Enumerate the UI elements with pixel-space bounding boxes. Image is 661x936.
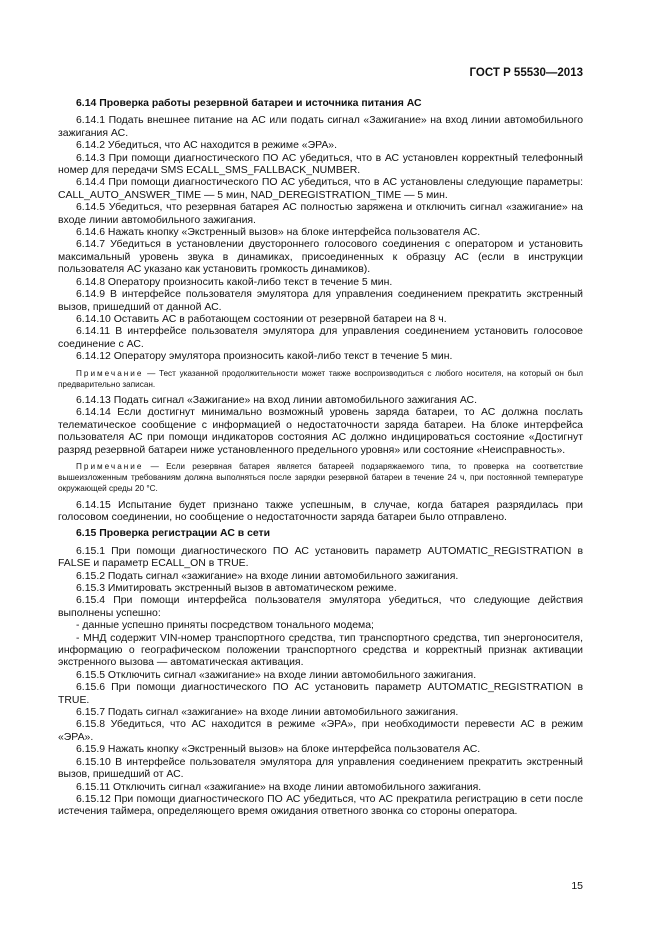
- paragraph-6-14-11: 6.14.11 В интерфейсе пользователя эмулятора для управления соединением установить голосовое соединение с АС.: [58, 326, 583, 350]
- paragraph-6-15-12: 6.15.12 При помощи диагностического ПО АС убедиться, что АС прекратила регистрацию в сети после истечения таймера, определяющего время ожидания ответного звонка со стороны оператора.: [58, 793, 583, 818]
- paragraph-6-15-11: 6.15.11 Отключить сигнал «зажигание» на входе линии автомобильного зажигания.: [76, 781, 482, 793]
- note-2-label: Примечание: [76, 461, 144, 471]
- paragraph-6-15-9: 6.15.9 Нажать кнопку «Экстренный вызов» на блоке интерфейса пользователя АС.: [76, 744, 481, 756]
- paragraph-6-14-7: 6.14.7 Убедиться в установлении двустороннего голосового соединения с оператором и установить максимальный уровень звука в динамиках, присоединенных к образцу АС (если в инструкции пользователя АС указано как установить громкость динамиков).: [58, 239, 583, 276]
- note-2-text: — Если резервная батарея является батареей подзаряжаемого типа, то проверка на соответствие вышеизложенным требованиям должна выполняться после зарядки резервной батареи в течение 24 ч, при постоянной температуре окружающей среды 20 °С.: [58, 461, 583, 494]
- section-6-14-heading: 6.14 Проверка работы резервной батареи и источника питания АС: [76, 98, 422, 109]
- paragraph-6-14-5: 6.14.5 Убедиться, что резервная батарея АС полностью заряжена и отключить сигнал «зажигание» на входе линии автомобильного зажигания.: [58, 202, 583, 226]
- page-number: 15: [571, 880, 583, 892]
- list-item-6-15-4-2: - МНД содержит VIN-номер транспортного средства, тип транспортного средства, тип энергоносителя, информацию о географическом положении транспортного средства и корректный признак активации экстренного вызова — автоматическая активация.: [58, 632, 583, 669]
- paragraph-6-14-8: 6.14.8 Оператору произносить какой-либо текст в течение 5 мин.: [76, 276, 393, 288]
- paragraph-6-14-2: 6.14.2 Убедиться, что АС находится в режиме «ЭРА».: [76, 140, 338, 152]
- paragraph-6-15-5: 6.15.5 Отключить сигнал «зажигание» на входе линии автомобильного зажигания.: [76, 669, 477, 681]
- paragraph-6-14-9: 6.14.9 В интерфейсе пользователя эмулятора для управления соединением прекратить экстренный вызов, пришедший от данной АС.: [58, 289, 583, 313]
- paragraph-6-14-3: 6.14.3 При помощи диагностического ПО АС убедиться, что в АС установлен корректный телефонный номер для передачи SMS ECALL_SMS_FALLBACK_NUMBER.: [58, 152, 583, 177]
- note-1-text: — Тест указанной продолжительности может также воспроизводиться с любого носителя, на который он был предварительно записан.: [58, 368, 583, 389]
- paragraph-6-15-3: 6.15.3 Имитировать экстренный вызов в автоматическом режиме.: [76, 583, 397, 595]
- note-1: [58, 368, 583, 390]
- paragraph-6-15-2: 6.15.2 Подать сигнал «зажигание» на входе линии автомобильного зажигания.: [76, 570, 459, 582]
- paragraph-6-15-7: 6.15.7 Подать сигнал «зажигание» на входе линии автомобильного зажигания.: [76, 707, 459, 719]
- paragraph-6-14-4: 6.14.4 При помощи диагностического ПО АС убедиться, что в АС установлены следующие параметры: CALL_AUTO_ANSWER_TIME — 5 мин, NAD_DEREGISTRATION_TIME — 5 мин.: [58, 177, 583, 201]
- paragraph-6-14-10: 6.14.10 Оставить АС в работающем состоянии от резервной батареи на 8 ч.: [76, 313, 447, 325]
- paragraph-6-15-1: 6.15.1 При помощи диагностического ПО АС установить параметр AUTOMATIC_REGISTRATION в FALSE и параметр ECALL_ON в TRUE.: [58, 545, 583, 570]
- paragraph-6-14-15: 6.14.15 Испытание будет признано также успешным, в случае, когда батарея разрядилась при голосовом соединении, но сообщение о недостаточности заряда батареи было отправлено.: [58, 499, 583, 523]
- paragraph-6-14-6: 6.14.6 Нажать кнопку «Экстренный вызов» на блоке интерфейса пользователя АС.: [76, 227, 481, 239]
- paragraph-6-15-6: 6.15.6 При помощи диагностического ПО АС установить параметр AUTOMATIC_REGISTRATION в TRUE.: [58, 682, 583, 706]
- note-1-label: Примечание: [76, 368, 144, 378]
- paragraph-6-14-1: 6.14.1 Подать внешнее питание на АС или подать сигнал «Зажигание» на вход линии автомобильного зажигания АС.: [58, 115, 583, 139]
- paragraph-6-14-13: 6.14.13 Подать сигнал «Зажигание» на вход линии автомобильного зажигания АС.: [76, 394, 477, 406]
- note-2: [58, 461, 583, 495]
- paragraph-6-14-12: 6.14.12 Оператору эмулятора произносить какой-либо текст в течение 5 мин.: [76, 351, 453, 363]
- document-code-header: ГОСТ Р 55530—2013: [469, 67, 583, 79]
- section-6-15-heading: 6.15 Проверка регистрации АС в сети: [76, 528, 271, 540]
- paragraph-6-15-4: 6.15.4 При помощи интерфейса пользователя эмулятора убедиться, что следующие действия выполнены успешно:: [58, 595, 583, 619]
- paragraph-6-15-8: 6.15.8 Убедиться, что АС находится в режиме «ЭРА», при необходимости перевести АС в режим «ЭРА».: [58, 719, 583, 743]
- paragraph-6-14-14: 6.14.14 Если достигнут минимально возможный уровень заряда батареи, то АС должна послать телематическое сообщение с информацией о недостаточности заряда батареи. На блоке интерфейса пользователя АС при помощи индикаторов состояния АС должно индицироваться состояние «Достигнут разряд резервной батареи ниже установленного предельного уровня» или состояние «Неисправность».: [58, 407, 583, 456]
- list-item-6-15-4-1: - данные успешно приняты посредством тонального модема;: [76, 620, 374, 632]
- paragraph-6-15-10: 6.15.10 В интерфейсе пользователя эмулятора для управления соединением прекратить экстренный вызов, пришедший от АС.: [58, 756, 583, 781]
- document-body: [58, 94, 583, 819]
